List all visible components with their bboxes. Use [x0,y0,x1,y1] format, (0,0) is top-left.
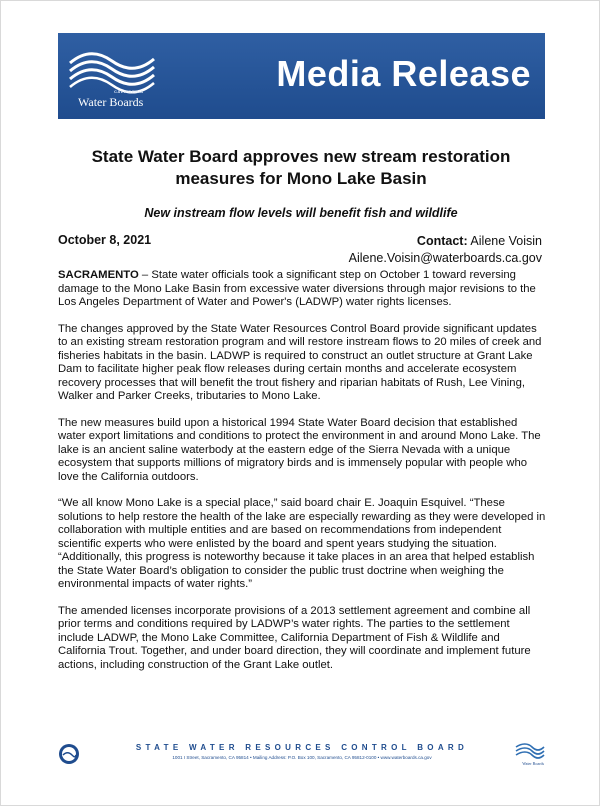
headline-line-2: measures for Mono Lake Basin [175,169,427,188]
agency-name: STATE WATER RESOURCES CONTROL BOARD [135,743,469,752]
paragraph-5: The amended licenses incorporate provisions of a 2013 settlement agreement and combine all prior terms and conditions required by LADWP’s water rights. The parties to the settlement include LADWP, the Mono Lake Committee, California Department of Fish & Wildlife and California Trout. Together, and under board direction, they will coordinate and implement future actions, including construction of the Grant Lake outlet. [58,604,531,671]
contact-name: Ailene Voisin [470,234,542,248]
contact-block [349,233,542,267]
paragraph-4: “We all know Mono Lake is a special place,” said board chair E. Joaquin Esquivel. “These solutions to help restore the health of the lake are especially rewarding as they were developed in collaboration with multiple entities and are based on recommendations from independent scientific experts who were enlisted by the board and spent years studying the situation. “Additionally, this progress is noteworthy because it take places in an area that helped establish the State Water Board’s obligation to consider the public trust doctrine when weighing the environmental impacts of water rights.” [58,497,546,590]
subheadline: New instream flow levels will benefit fish and wildlife [144,206,458,220]
mini-logo-name: Water Boards [522,761,544,766]
contact-line [349,233,542,250]
paragraph-2: The changes approved by the State Water Resources Control Board provide significant updates to an existing stream restoration program and will restore instream flows to 20 miles of creek and fisheries habitats in the basin. LADWP is required to construct an outlet structure at Grant Lake Dam to facilitate higher peak flow releases during certain months and accelerate ecosystem recovery processes that will benefit the trout fishery and riparian habitats of Rush, Lee Vining, Walker and Parker Creeks, tributaries to Mono Lake. [58,322,542,402]
paragraph-3: The new measures build upon a historical 1994 State Water Board decision that established water export limitations and conditions to protect the environment in and around Mono Lake. The lake is an ancient saline waterbody at the eastern edge of the Sierra Nevada with a unique ecosystem that supports millions of migratory birds and is immensely popular with people who love the California outdoors. [58,416,541,483]
contact-email: Ailene.Voisin@waterboards.ca.gov [348,251,542,265]
article-body [58,269,546,685]
logo-state-text: CALIFORNIA [114,89,144,94]
dateline: SACRAMENTO [58,269,139,281]
release-date: October 8, 2021 [58,233,152,247]
logo-name-text: Water Boards [78,95,144,109]
banner-title: Media Release [276,53,531,94]
media-release-banner [58,33,545,119]
headline-line-1: State Water Board approves new stream restoration [91,147,511,166]
water-boards-logo [66,41,166,111]
paragraph-1-text: – State water officials took a significant step on October 1 toward reversing damage to the Mono Lake Basin from excessive water diversions through major revisions to the Los Angeles Department of Water and Power's (LADWP) water rights licenses. [58,269,536,308]
headline [41,146,561,190]
footer [58,741,546,771]
agency-address: 1001 I Street, Sacramento, CA 95814 • Mailing Address: P.O. Box 100, Sacramento, CA 95812-0100 • www.waterboards.ca.gov [172,755,432,760]
contact-label: Contact: [416,234,468,248]
paragraph-1 [58,269,546,310]
